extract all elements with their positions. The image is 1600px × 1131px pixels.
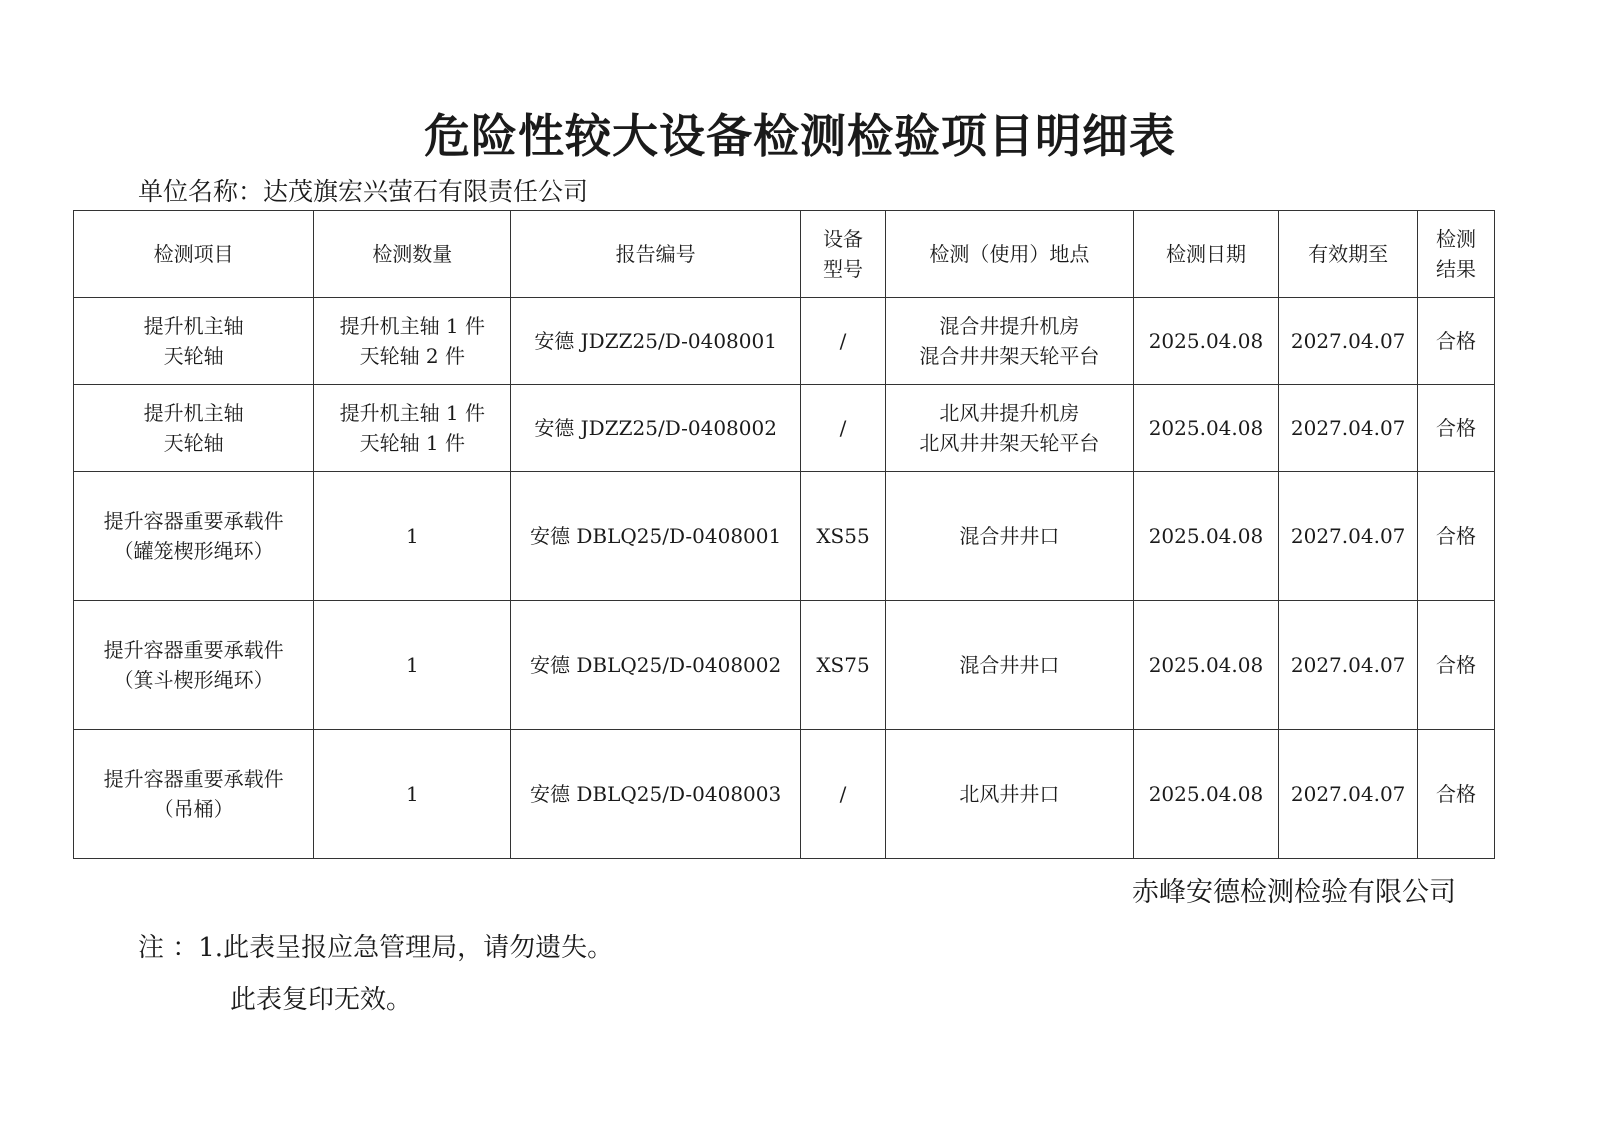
table-header-row (74, 211, 1495, 298)
cell-location: 混合井井口 (886, 472, 1133, 601)
cell-report-no: 安德 JDZZ25/D-0408002 (511, 385, 801, 472)
cell-model: XS55 (800, 472, 885, 601)
header-result: 检测 结果 (1417, 211, 1494, 298)
notes (138, 922, 613, 1026)
cell-location: 北风井提升机房 北风井井架天轮平台 (886, 385, 1133, 472)
table-row (74, 472, 1495, 601)
cell-report-no: 安德 DBLQ25/D-0408003 (511, 730, 801, 859)
table-row (74, 601, 1495, 730)
cell-quantity: 1 (314, 730, 511, 859)
cell-quantity: 提升机主轴 1 件 天轮轴 1 件 (314, 385, 511, 472)
header-item: 检测项目 (74, 211, 314, 298)
cell-item: 提升机主轴 天轮轴 (74, 298, 314, 385)
header-location: 检测（使用）地点 (886, 211, 1133, 298)
cell-item: 提升容器重要承载件 （吊桶） (74, 730, 314, 859)
cell-location: 混合井提升机房 混合井井架天轮平台 (886, 298, 1133, 385)
note-line-1: 注 ：1.此表呈报应急管理局，请勿遗失。 (138, 933, 614, 963)
page-title: 危险性较大设备检测检验项目明细表 (424, 109, 1176, 163)
header-test-date: 检测日期 (1133, 211, 1279, 298)
unit-name: 单位名称：达茂旗宏兴萤石有限责任公司 (138, 177, 589, 206)
table-row (74, 730, 1495, 859)
cell-report-no: 安德 JDZZ25/D-0408001 (511, 298, 801, 385)
cell-valid-until: 2027.04.07 (1279, 385, 1418, 472)
cell-test-date: 2025.04.08 (1133, 385, 1279, 472)
cell-location: 混合井井口 (886, 601, 1133, 730)
cell-location: 北风井井口 (886, 730, 1133, 859)
cell-valid-until: 2027.04.07 (1279, 601, 1418, 730)
cell-model: / (800, 385, 885, 472)
cell-valid-until: 2027.04.07 (1279, 298, 1418, 385)
cell-result: 合格 (1417, 472, 1494, 601)
header-report-no: 报告编号 (511, 211, 801, 298)
issuer-company: 赤峰安德检测检验有限公司 (1132, 877, 1456, 908)
cell-item: 提升机主轴 天轮轴 (74, 385, 314, 472)
cell-item: 提升容器重要承载件 （箕斗楔形绳环） (74, 601, 314, 730)
table-row (74, 298, 1495, 385)
cell-test-date: 2025.04.08 (1133, 472, 1279, 601)
cell-item: 提升容器重要承载件 （罐笼楔形绳环） (74, 472, 314, 601)
cell-test-date: 2025.04.08 (1133, 298, 1279, 385)
cell-report-no: 安德 DBLQ25/D-0408001 (511, 472, 801, 601)
table-row (74, 385, 1495, 472)
cell-quantity: 提升机主轴 1 件 天轮轴 2 件 (314, 298, 511, 385)
cell-quantity: 1 (314, 472, 511, 601)
cell-valid-until: 2027.04.07 (1279, 472, 1418, 601)
cell-valid-until: 2027.04.07 (1279, 730, 1418, 859)
header-model: 设备 型号 (800, 211, 885, 298)
cell-model: / (800, 730, 885, 859)
header-quantity: 检测数量 (314, 211, 511, 298)
cell-test-date: 2025.04.08 (1133, 601, 1279, 730)
cell-quantity: 1 (314, 601, 511, 730)
cell-result: 合格 (1417, 385, 1494, 472)
cell-test-date: 2025.04.08 (1133, 730, 1279, 859)
detail-table (73, 210, 1495, 859)
cell-report-no: 安德 DBLQ25/D-0408002 (511, 601, 801, 730)
cell-result: 合格 (1417, 298, 1494, 385)
cell-result: 合格 (1417, 730, 1494, 859)
cell-result: 合格 (1417, 601, 1494, 730)
cell-model: XS75 (800, 601, 885, 730)
note-line-2: 此表复印无效。 (230, 985, 413, 1015)
cell-model: / (800, 298, 885, 385)
header-valid-until: 有效期至 (1279, 211, 1418, 298)
